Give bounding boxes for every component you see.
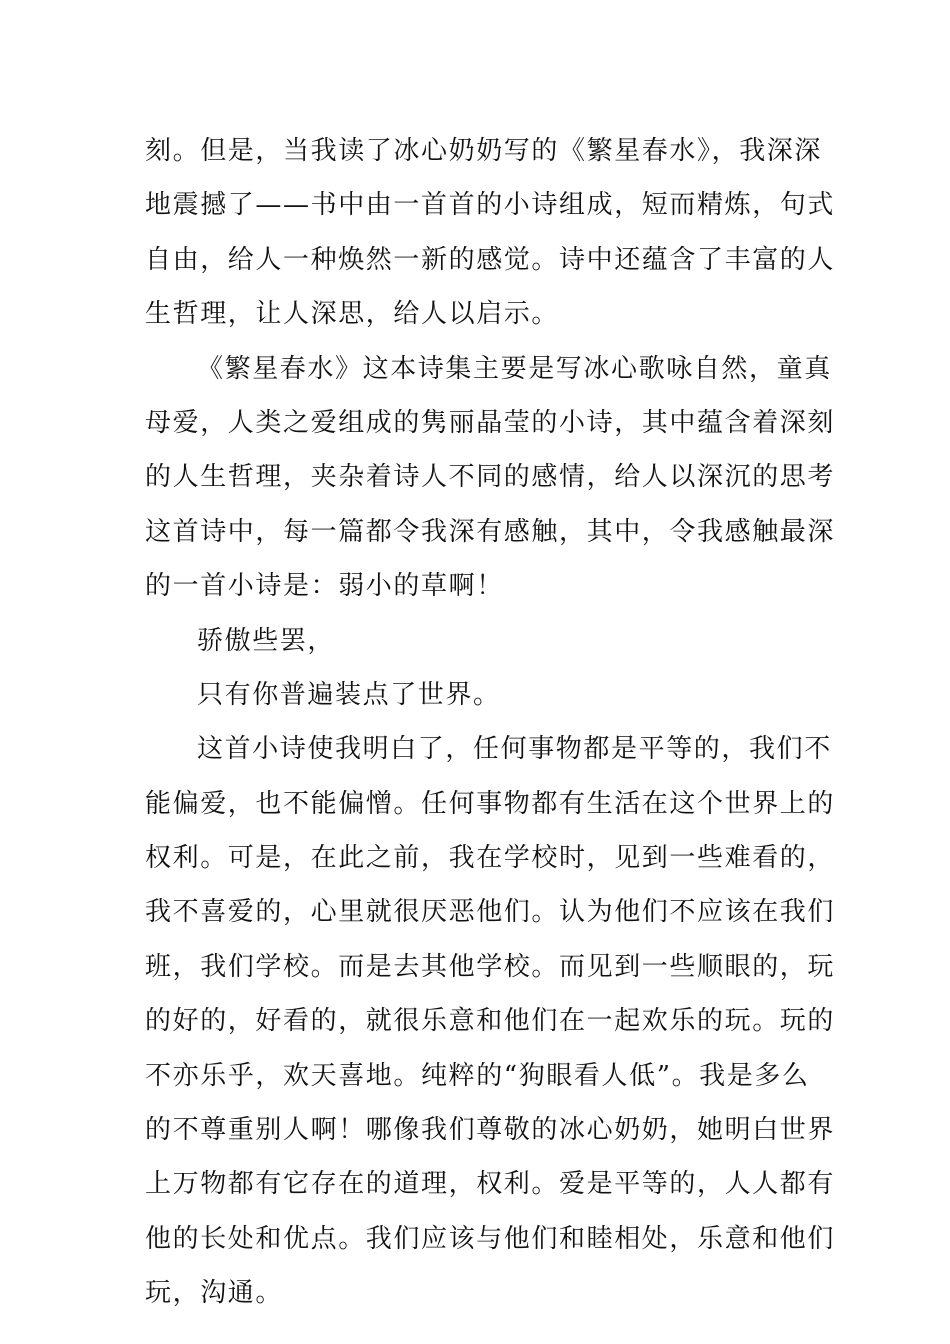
text-line: 的一首小诗是：弱小的草啊！: [145, 571, 504, 602]
poem-line: [145, 668, 810, 722]
paragraph: [145, 342, 836, 614]
text-line: 权利。可是，在此之前，我在学校时，见到一些难看的，: [145, 843, 836, 874]
text-line: 只有你普遍装点了世界。: [197, 679, 501, 710]
text-line: 这首诗中，每一篇都令我深有感触，其中，令我感触最深: [145, 516, 836, 547]
text-line: 班，我们学校。而是去其他学校。而见到一些顺眼的，玩: [145, 951, 836, 982]
poem-line: [145, 614, 810, 668]
text-line: 母爱，人类之爱组成的隽丽晶莹的小诗，其中蕴含着深刻: [145, 407, 836, 438]
paragraph: [145, 722, 836, 1320]
text-line: 刻。但是，当我读了冰心奶奶写的《繁星春水》，我深深: [145, 136, 823, 166]
text-line: 不亦乐乎，欢天喜地。纯粹的“狗眼看人低”。我是多么: [145, 1060, 810, 1091]
text-line: 我不喜爱的，心里就很厌恶他们。认为他们不应该在我们: [145, 897, 836, 928]
text-line: 的不尊重别人啊！哪像我们尊敬的冰心奶奶，她明白世界: [145, 1115, 836, 1146]
text-line: 自由，给人一种焕然一新的感觉。诗中还蕴含了丰富的人: [145, 244, 836, 275]
text-line: 能偏爱，也不能偏憎。任何事物都有生活在这个世界上的: [145, 788, 836, 819]
document-body: [145, 124, 836, 1321]
text-line: 生哲理，让人深思，给人以启示。: [145, 299, 560, 330]
text-line: 的人生哲理，夹杂着诗人不同的感情，给人以深沉的思考: [145, 462, 836, 493]
text-line: 《繁星春水》这本诗集主要是写冰心歌咏自然，童真: [197, 353, 832, 384]
text-line: 这首小诗使我明白了，任何事物都是平等的，我们不: [197, 734, 832, 765]
text-line: 上万物都有它存在的道理，权利。爱是平等的，人人都有: [145, 1169, 836, 1200]
text-line: 的好的，好看的，就很乐意和他们在一起欢乐的玩。玩的: [145, 1006, 836, 1037]
paragraph: [145, 124, 836, 342]
text-line: 地震撼了——书中由一首首的小诗组成，短而精炼，句式: [145, 190, 836, 221]
text-line: 玩，沟通。: [145, 1278, 284, 1309]
text-line: 他的长处和优点。我们应该与他们和睦相处，乐意和他们: [145, 1223, 836, 1254]
text-line: 骄傲些罢，: [197, 625, 336, 656]
